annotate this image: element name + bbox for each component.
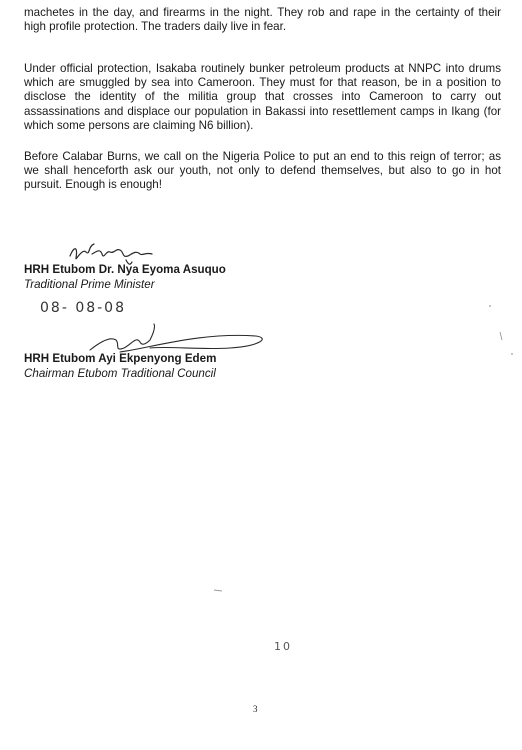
body-paragraph-3: Before Calabar Burns, we call on the Nigeria Police to put an end to this reign of terror; as we shall henceforth ask our youth, not only to defend themselves, but also to go in hot pursuit. Enough is enough!	[24, 150, 501, 192]
handwritten-mark: 10	[274, 640, 292, 653]
signatory-2-title: Chairman Etubom Traditional Council	[24, 367, 216, 380]
signatory-2-name: HRH Etubom Ayi Ekpenyong Edem	[24, 352, 217, 365]
body-paragraph-1: machetes in the day, and firearms in the night. They rob and rape in the certainty of their high profile protection. The traders daily live in fear.	[24, 6, 501, 34]
signatory-1-title: Traditional Prime Minister	[24, 278, 155, 291]
body-paragraph-2: Under official protection, Isakaba routinely bunker petroleum products at NNPC into drums which are smuggled by sea into Cameroon. They must for that reason, be in a position to disclose the identity of the militia group that crosses into Cameroon to carry out assassinations and displace our population in Bakassi into resettlement camps in Ikang (for which some persons are claiming N6 billion).	[24, 62, 501, 132]
handwritten-date: 08- 08-08	[40, 300, 126, 316]
page-number: 3	[253, 704, 258, 714]
signatory-1-name: HRH Etubom Dr. Nya Eyoma Asuquo	[24, 263, 226, 276]
